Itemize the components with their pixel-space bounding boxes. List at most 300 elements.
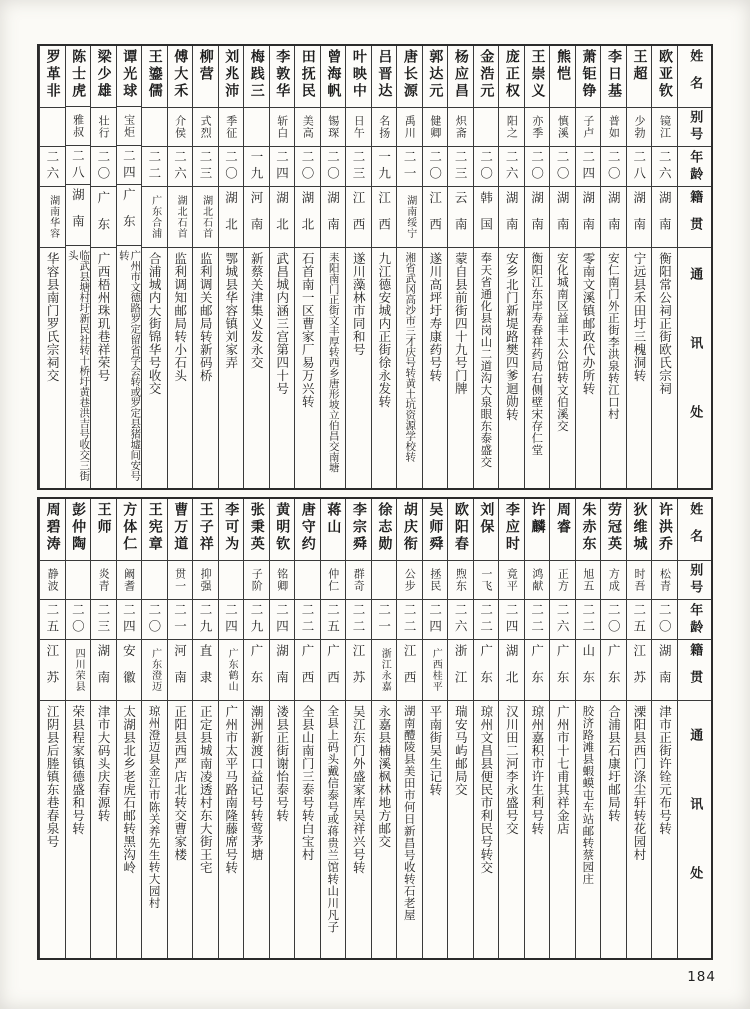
name-cell-text: 唐长源	[401, 49, 418, 100]
age-cell	[372, 600, 397, 640]
address-cell	[499, 701, 524, 958]
alias-cell	[270, 561, 295, 600]
alias-cell	[117, 107, 142, 146]
name-cell-text: 曾海帆	[325, 49, 342, 100]
native-place-cell	[321, 640, 346, 701]
native-place-cell-text: 河南	[248, 190, 264, 244]
alias-cell-text: 炎青	[97, 568, 111, 592]
address-cell	[142, 701, 167, 958]
age-cell-text: 二三	[453, 150, 469, 183]
name-cell-text: 许麟	[529, 502, 546, 536]
age-cell	[397, 147, 422, 187]
name-cell	[270, 499, 295, 561]
person-column	[498, 46, 524, 488]
alias-cell-text: 松青	[658, 568, 672, 592]
age-cell-text: 二六	[504, 150, 520, 183]
alias-cell-text: 慎溪	[556, 115, 570, 139]
age-cell	[652, 600, 677, 640]
person-column	[575, 499, 601, 958]
native-place-cell	[219, 187, 244, 248]
native-place-cell-text: 广东	[478, 643, 494, 697]
native-place-cell-text: 广东	[121, 188, 137, 242]
native-place-cell-text: 湖南	[657, 643, 673, 697]
address-cell-text: 合浦县石康圩邮局转	[606, 705, 622, 822]
age-cell-text: 二三	[95, 603, 111, 636]
name-cell-text: 金浩元	[478, 49, 495, 100]
address-cell	[40, 248, 65, 488]
header-cell-native	[678, 640, 711, 701]
name-cell-text: 熊恺	[554, 49, 571, 83]
address-cell-text: 全县上码头戴信泰号或蒋贵兰馆转山川凡子	[326, 705, 341, 933]
address-cell-text: 华容县南门罗氏宗祠交	[45, 252, 61, 382]
address-cell-text: 全县山南门三泰号转白宝村	[300, 705, 316, 861]
name-cell-text: 王宪章	[146, 502, 163, 553]
address-cell-text: 零南文溪镇邮政代办所转	[580, 252, 596, 395]
address-cell	[270, 248, 295, 488]
name-cell	[168, 499, 193, 561]
alias-cell	[372, 561, 397, 600]
native-place-cell-text: 浙江	[453, 643, 469, 697]
native-place-cell-text: 湖北	[300, 190, 316, 244]
address-cell	[474, 701, 499, 958]
name-cell	[321, 46, 346, 108]
alias-cell-text: 季征	[224, 115, 238, 139]
name-cell-text: 唐守约	[299, 502, 316, 553]
age-cell	[193, 147, 218, 187]
native-place-cell-text: 江西	[427, 190, 443, 244]
alias-cell	[525, 108, 550, 147]
person-column	[626, 499, 652, 958]
native-place-cell	[91, 640, 116, 701]
person-column	[218, 499, 244, 958]
name-cell	[244, 46, 269, 108]
native-place-cell	[652, 187, 677, 248]
alias-cell-text: 健卿	[428, 115, 442, 139]
address-cell	[91, 701, 116, 958]
age-cell-text: 二〇	[606, 150, 622, 183]
alias-cell-text: 公步	[403, 568, 417, 592]
address-cell-text: 奉天省通化县岗山二道沟大泉眼东泰盛交	[479, 252, 494, 468]
person-column	[473, 46, 499, 488]
alias-cell-text: 雅叔	[71, 114, 85, 139]
alias-cell-text: 铭卿	[275, 568, 289, 592]
alias-cell-text: 群奇	[352, 568, 366, 592]
native-place-cell	[423, 187, 448, 248]
name-cell-text: 狄维城	[631, 502, 648, 553]
name-cell	[601, 499, 626, 561]
name-cell-text: 李可为	[223, 502, 240, 553]
alias-cell	[372, 108, 397, 147]
address-cell	[627, 248, 652, 488]
person-column	[65, 46, 91, 488]
age-cell-text: 二〇	[146, 603, 162, 636]
age-cell	[499, 600, 524, 640]
header-label: 姓名	[687, 49, 703, 103]
person-column	[218, 46, 244, 488]
person-column	[473, 499, 499, 958]
native-place-cell	[499, 640, 524, 701]
person-column	[243, 46, 269, 488]
age-cell-text: 二四	[580, 150, 596, 183]
alias-cell-text: 美高	[301, 115, 315, 139]
name-cell	[423, 499, 448, 561]
alias-cell-text: 方成	[607, 568, 621, 592]
age-cell	[372, 147, 397, 187]
age-cell-text: 二二	[300, 603, 316, 636]
address-cell-text: 正阳县西严店北转交曹家楼	[172, 705, 188, 861]
person-column	[371, 46, 397, 488]
name-cell	[193, 46, 218, 108]
alias-cell-text: 日午	[352, 115, 366, 139]
alias-cell	[576, 561, 601, 600]
header-column	[677, 499, 711, 958]
age-cell	[346, 147, 371, 187]
native-place-cell-text: 广东	[248, 643, 264, 697]
age-cell	[91, 600, 116, 640]
alias-cell-text: 子卢	[581, 115, 595, 139]
name-cell	[397, 46, 422, 108]
person-column	[141, 46, 167, 488]
native-place-cell	[550, 640, 575, 701]
address-cell-text: 琼州嘉积市许生利号转	[529, 705, 545, 835]
address-cell-text: 溧阳县西门涤尘轩转花园村	[631, 705, 647, 861]
name-cell-text: 傅大禾	[172, 49, 189, 100]
alias-cell-text: 阳之	[505, 115, 519, 139]
header-label: 别号	[687, 563, 703, 597]
age-cell	[117, 146, 142, 186]
age-cell-text: 二六	[657, 150, 673, 183]
age-cell	[474, 600, 499, 640]
name-cell	[321, 499, 346, 561]
native-place-cell	[448, 187, 473, 248]
name-cell-text: 王师	[95, 502, 112, 536]
address-cell-text: 遂川藻林市同和号	[351, 252, 367, 356]
age-cell	[40, 600, 65, 640]
person-column	[90, 46, 116, 488]
age-cell-text: 二八	[70, 148, 86, 182]
person-column	[269, 46, 295, 488]
alias-cell	[91, 108, 116, 147]
alias-cell-text: 少勃	[632, 115, 646, 139]
native-place-cell-text: 直隶	[197, 643, 213, 697]
age-cell-text: 二四	[223, 603, 239, 636]
alias-cell-text: 禹川	[403, 115, 417, 139]
address-cell	[66, 701, 91, 958]
age-cell-text: 二五	[44, 603, 60, 636]
header-label: 通讯处	[687, 728, 703, 935]
address-cell	[321, 248, 346, 488]
name-cell-text: 陈士虎	[70, 49, 87, 100]
name-cell-text: 杨应昌	[452, 49, 469, 100]
age-cell	[525, 147, 550, 187]
native-place-cell	[601, 187, 626, 248]
native-place-cell	[474, 640, 499, 701]
address-cell	[423, 701, 448, 958]
alias-cell-text: 锡琛	[326, 115, 340, 139]
native-place-cell	[372, 640, 397, 701]
name-cell-text: 欧阳春	[452, 502, 469, 553]
alias-cell-text: 炽斋	[454, 115, 468, 139]
native-place-cell-text: 浙江永嘉	[379, 648, 391, 692]
age-cell	[576, 147, 601, 187]
name-cell-text: 蒋山	[325, 502, 342, 536]
alias-cell	[576, 108, 601, 147]
age-cell	[448, 147, 473, 187]
address-cell-text: 正定县城南凌透村东大街王宅	[198, 705, 214, 874]
alias-cell-text: 壮行	[97, 115, 111, 139]
address-cell	[270, 701, 295, 958]
age-cell	[142, 600, 167, 640]
alias-cell	[142, 108, 167, 147]
address-cell-text: 新蔡关津集义发永交	[249, 252, 265, 369]
address-cell	[525, 248, 550, 488]
header-label: 籍贯	[687, 190, 703, 244]
address-cell	[219, 248, 244, 488]
person-column	[549, 46, 575, 488]
native-place-cell-text: 江西	[402, 643, 418, 697]
name-cell	[652, 499, 677, 561]
person-column	[294, 46, 320, 488]
native-place-cell-text: 广东	[95, 190, 111, 244]
address-cell	[525, 701, 550, 958]
name-cell	[423, 46, 448, 108]
name-cell	[117, 46, 142, 107]
name-cell	[448, 499, 473, 561]
address-cell	[321, 701, 346, 958]
native-place-cell	[295, 640, 320, 701]
native-place-cell-text: 韩国	[478, 190, 494, 244]
age-cell-text: 二〇	[325, 150, 341, 183]
name-cell-text: 萧钜铮	[580, 49, 597, 100]
header-column	[677, 46, 711, 488]
age-cell	[576, 600, 601, 640]
native-place-cell	[91, 187, 116, 248]
native-place-cell	[40, 187, 65, 248]
address-cell	[550, 701, 575, 958]
name-cell-text: 彭仲陶	[70, 502, 87, 553]
name-cell-text: 叶映中	[350, 49, 367, 100]
name-cell	[550, 499, 575, 561]
person-column	[294, 499, 320, 958]
age-cell-text: 一九	[248, 150, 264, 183]
name-cell-text: 李敦华	[274, 49, 291, 100]
native-place-cell-text: 湖南	[325, 190, 341, 244]
native-place-cell	[142, 640, 167, 701]
header-label: 通讯处	[687, 266, 703, 474]
name-cell	[117, 499, 142, 561]
name-cell	[66, 46, 91, 107]
alias-cell	[423, 108, 448, 147]
name-cell-text: 张秉英	[248, 502, 265, 553]
header-label: 姓名	[687, 502, 703, 556]
alias-cell	[244, 561, 269, 600]
native-place-cell	[576, 640, 601, 701]
native-place-cell-text: 湖北石首	[200, 195, 212, 239]
age-cell-text: 一九	[376, 150, 392, 183]
age-cell	[66, 600, 91, 640]
address-cell-text: 衡阳常公祠正街欧氏宗祠	[657, 252, 673, 395]
address-cell-text: 九江德安城内正街徐永发转	[376, 252, 392, 408]
age-cell-text: 二八	[631, 150, 647, 183]
age-cell-text: 二〇	[529, 150, 545, 183]
person-column	[371, 499, 397, 958]
name-cell-text: 黄明钦	[274, 502, 291, 553]
alias-cell-text: 抑强	[199, 568, 213, 592]
address-cell	[168, 701, 193, 958]
native-place-cell-text: 湖南	[504, 190, 520, 244]
alias-cell-text: 正方	[556, 568, 570, 592]
address-cell-text: 安乡北门新堤路樊四爹迴勋转	[504, 252, 520, 421]
name-cell-text: 王子祥	[197, 502, 214, 553]
native-place-cell	[168, 187, 193, 248]
name-cell	[142, 46, 167, 108]
age-cell	[295, 600, 320, 640]
name-cell-text: 王崇义	[529, 49, 546, 100]
age-cell	[142, 147, 167, 187]
header-label: 别号	[687, 110, 703, 144]
name-cell-text: 胡庆衔	[401, 502, 418, 553]
alias-cell	[499, 561, 524, 600]
native-place-cell	[193, 640, 218, 701]
alias-cell-text: 拯民	[428, 568, 442, 592]
age-cell-text: 二一	[172, 603, 188, 636]
person-column	[243, 499, 269, 958]
age-cell-text: 二一	[376, 603, 392, 636]
name-cell-text: 欧亚钦	[657, 49, 674, 100]
age-cell	[627, 147, 652, 187]
alias-cell-text: 静波	[46, 568, 60, 592]
alias-cell-text: 介侯	[173, 115, 187, 139]
age-cell	[652, 147, 677, 187]
directory-table-top	[37, 44, 713, 490]
name-cell-text: 柳营	[197, 49, 214, 83]
name-cell	[66, 499, 91, 561]
native-place-cell	[525, 187, 550, 248]
header-cell-name	[678, 46, 711, 108]
native-place-cell-text: 广东	[606, 643, 622, 697]
native-place-cell-text: 四川荣县	[73, 648, 85, 692]
alias-cell	[219, 108, 244, 147]
native-place-cell	[168, 640, 193, 701]
age-cell-text: 二五	[631, 603, 647, 636]
address-cell	[295, 701, 320, 958]
name-cell	[346, 46, 371, 108]
age-cell-text: 二〇	[300, 150, 316, 183]
native-place-cell	[346, 640, 371, 701]
address-cell-text: 荣县程家镇德盛和号转	[70, 705, 86, 835]
person-column	[167, 499, 193, 958]
name-cell-text: 郭达元	[427, 49, 444, 100]
native-place-cell-text: 湖南	[606, 190, 622, 244]
name-cell	[550, 46, 575, 108]
name-cell	[295, 499, 320, 561]
age-cell-text: 二〇	[606, 603, 622, 636]
header-cell-age	[678, 600, 711, 640]
native-place-cell-text: 湖南	[70, 188, 86, 242]
address-cell-text: 胶济路滩县蝦蟆屯车站邮转蔡园庄	[581, 705, 596, 885]
name-cell	[525, 46, 550, 108]
age-cell-text: 二〇	[70, 603, 86, 636]
alias-cell-text: 亦季	[530, 115, 544, 139]
address-cell	[601, 248, 626, 488]
alias-cell	[397, 561, 422, 600]
person-column	[575, 46, 601, 488]
header-label: 年龄	[687, 149, 703, 184]
native-place-cell-text: 湖南	[657, 190, 673, 244]
age-cell-text: 二四	[427, 603, 443, 636]
person-column	[141, 499, 167, 958]
name-cell	[40, 499, 65, 561]
header-cell-address	[678, 248, 711, 488]
person-column	[167, 46, 193, 488]
name-cell-text: 劳冠英	[605, 502, 622, 553]
name-cell-text: 李日基	[605, 49, 622, 100]
person-column	[345, 46, 371, 488]
native-place-cell	[66, 640, 91, 701]
alias-cell	[474, 108, 499, 147]
age-cell-text: 二〇	[427, 150, 443, 183]
address-cell	[346, 701, 371, 958]
age-cell	[601, 147, 626, 187]
name-cell-text: 谭光球	[121, 49, 138, 100]
alias-cell	[117, 561, 142, 600]
native-place-cell-text: 广西桂平	[430, 648, 442, 692]
address-cell-text: 安仁南门外正街李洪泉转江口村	[606, 252, 621, 420]
name-cell-text: 周碧涛	[44, 502, 61, 553]
address-cell	[40, 701, 65, 958]
name-cell	[40, 46, 65, 108]
address-cell-text: 琼州文昌县便民市利民号转交	[478, 705, 494, 874]
person-column	[116, 499, 142, 958]
person-column	[422, 46, 448, 488]
address-cell	[627, 701, 652, 958]
alias-cell-text: 普如	[607, 115, 621, 139]
native-place-cell-text: 湖北	[223, 190, 239, 244]
age-cell	[270, 147, 295, 187]
age-cell	[91, 147, 116, 187]
alias-cell	[219, 561, 244, 600]
alias-cell-text: 煦东	[454, 568, 468, 592]
age-cell-text: 二〇	[223, 150, 239, 183]
alias-cell	[270, 108, 295, 147]
native-place-cell-text: 云南	[453, 190, 469, 244]
name-cell	[652, 46, 677, 108]
name-cell-text: 刘兆沛	[223, 49, 240, 100]
native-place-cell-text: 江西	[351, 190, 367, 244]
name-cell	[576, 46, 601, 108]
name-cell	[91, 46, 116, 108]
person-column	[269, 499, 295, 958]
age-cell	[346, 600, 371, 640]
age-cell-text: 二二	[529, 603, 545, 636]
name-cell-text: 李应时	[503, 502, 520, 553]
name-cell-text: 刘保	[478, 502, 495, 536]
native-place-cell-text: 江苏	[631, 643, 647, 697]
native-place-cell-text: 广西	[325, 643, 341, 697]
alias-cell	[601, 108, 626, 147]
native-place-cell	[244, 187, 269, 248]
alias-cell	[652, 108, 677, 147]
native-place-cell-text: 江苏	[44, 643, 60, 697]
person-column	[65, 499, 91, 958]
address-cell	[397, 248, 422, 488]
address-cell-text: 广州市太平马路南隆藤席号转	[223, 705, 239, 874]
native-place-cell-text: 湖南华容	[47, 195, 59, 239]
native-place-cell-text: 湖北	[504, 643, 520, 697]
age-cell	[193, 600, 218, 640]
alias-cell	[193, 108, 218, 147]
native-place-cell-text: 广东	[555, 643, 571, 697]
